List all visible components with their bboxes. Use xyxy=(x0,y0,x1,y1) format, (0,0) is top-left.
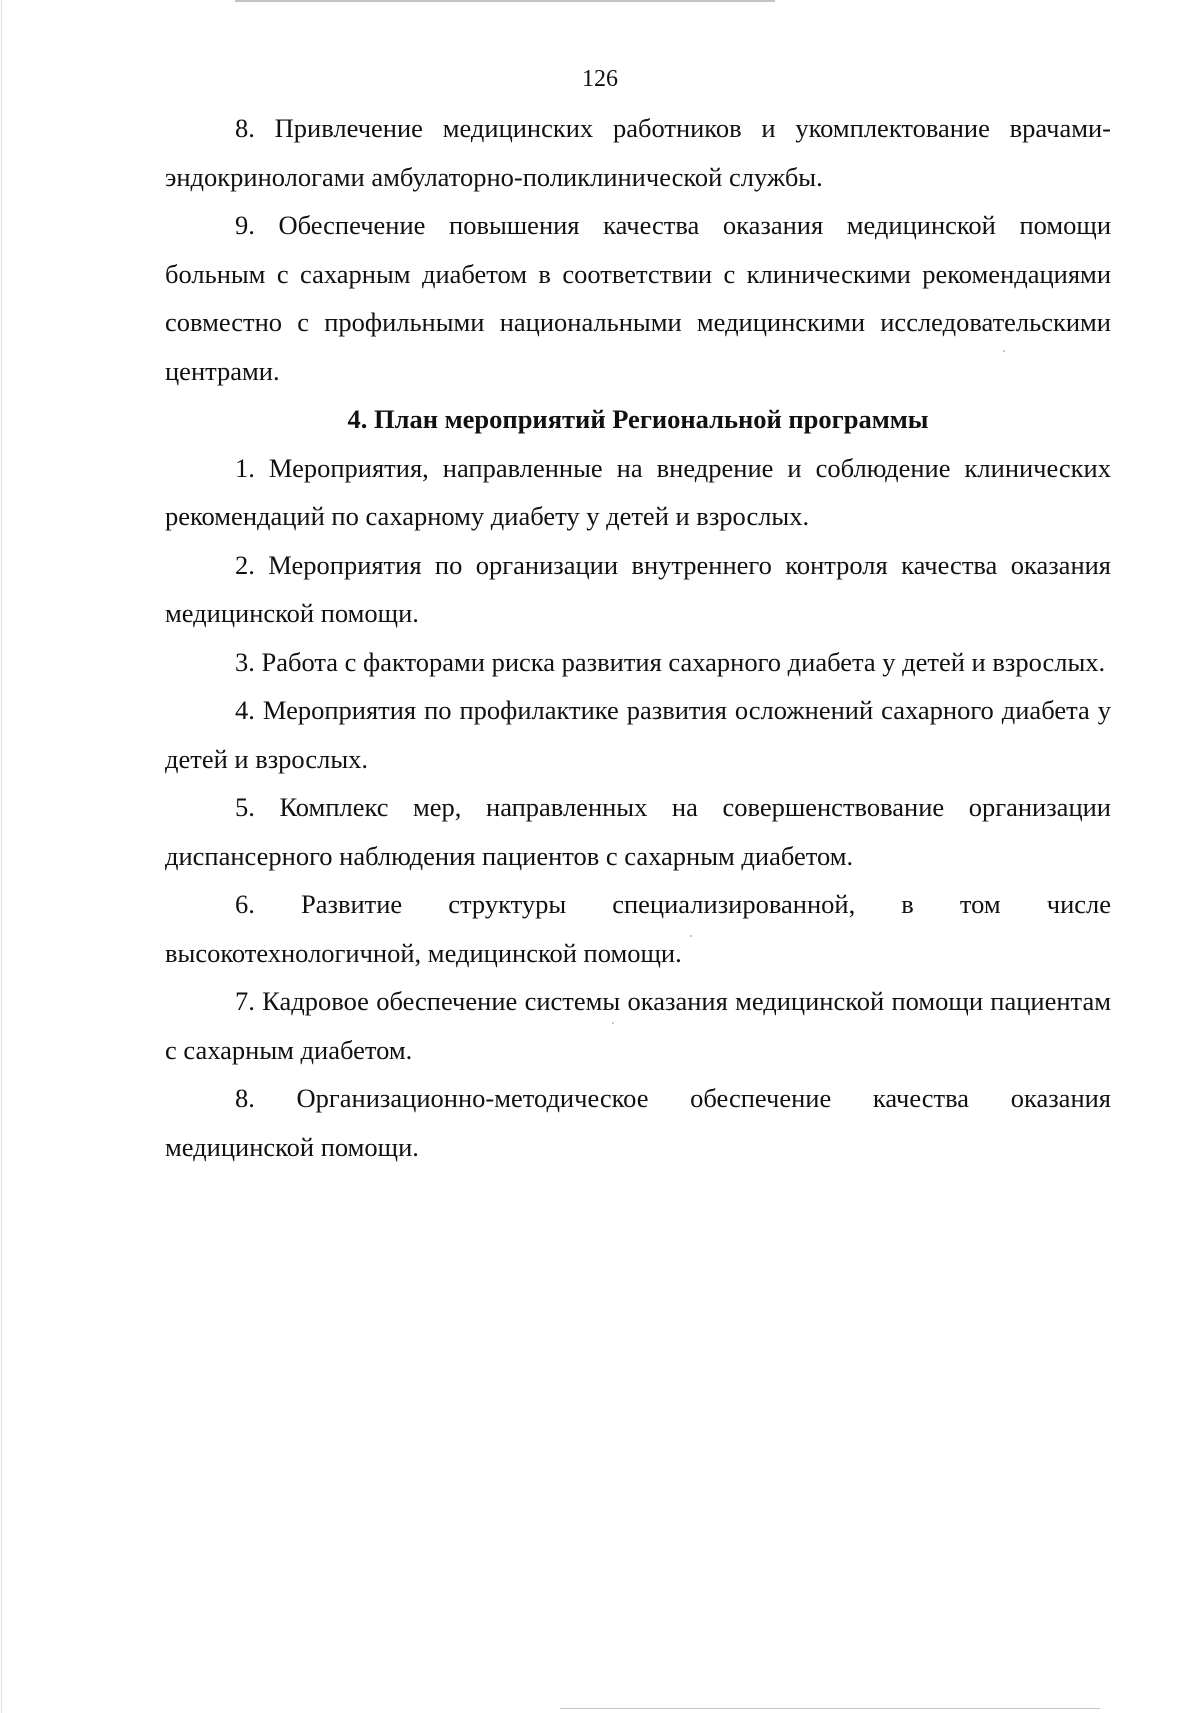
plan-item: 7. Кадровое обеспечение системы оказания медицинской помощи пациентам с сахарным диабетом. xyxy=(165,986,1111,1065)
scan-edge-bottom xyxy=(560,1708,1100,1709)
plan-item: 3. Работа с факторами риска развития сахарного диабета у детей и взрослых. xyxy=(235,646,1106,677)
plan-item: 1. Мероприятия, направленные на внедрение и соблюдение клинических рекомендаций по сахарному диабету у детей и взрослых. xyxy=(165,452,1111,531)
plan-item: 5. Комплекс мер, направленных на совершенствование организации диспансерного наблюдения пациентов с сахарным диабетом. xyxy=(165,792,1111,871)
page-number: 126 xyxy=(582,66,618,92)
plan-item: 6. Развитие структуры специализированной, в том числе высокотехнологичной, медицинской помощи. xyxy=(165,889,1111,968)
scan-edge-left xyxy=(1,0,2,1713)
plan-item: 2. Мероприятия по организации внутреннего контроля качества оказания медицинской помощи. xyxy=(165,549,1111,628)
list-item: 8. Привлечение медицинских работников и укомплектование врачами-эндокринологами амбулаторно-поликлинической службы. xyxy=(165,113,1111,192)
scan-edge-top xyxy=(235,0,775,2)
page-body xyxy=(165,104,1111,1171)
plan-item: 8. Организационно-методическое обеспечение качества оказания медицинской помощи. xyxy=(165,1083,1111,1162)
plan-item: 4. Мероприятия по профилактике развития осложнений сахарного диабета у детей и взрослых. xyxy=(165,695,1111,774)
list-item: 9. Обеспечение повышения качества оказания медицинской помощи больным с сахарным диабетом в соответствии с клиническими рекомендациями совместно с профильными национальными медицинскими исследовательскими центрами. xyxy=(165,210,1111,386)
section-heading: 4. План мероприятий Региональной программы xyxy=(347,404,929,434)
